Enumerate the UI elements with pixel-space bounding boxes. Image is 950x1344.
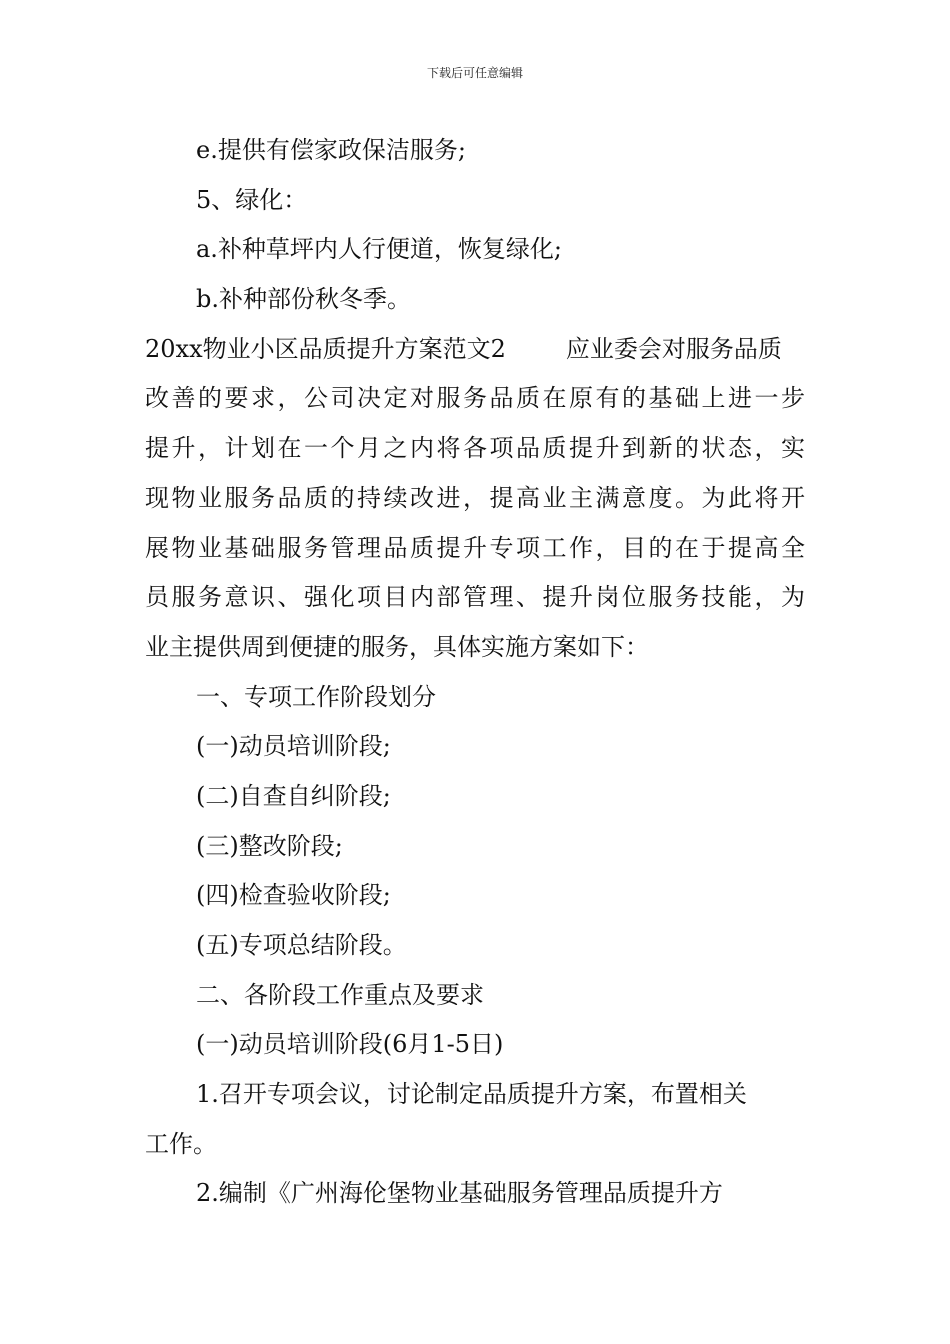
list-item: (五)专项总结阶段。 bbox=[196, 931, 407, 959]
text-line: 业主提供周到便捷的服务，具体实施方案如下： bbox=[145, 632, 649, 661]
page-header: 下载后可任意编辑 bbox=[426, 66, 523, 80]
document-body bbox=[145, 126, 805, 1219]
list-item: (三)整改阶段; bbox=[196, 831, 343, 860]
list-item: (二)自查自纠阶段; bbox=[196, 781, 391, 810]
text-line: 2.编制《广州海伦堡物业基础服务管理品质提升方 bbox=[196, 1179, 723, 1208]
text-line: 提升，计划在一个月之内将各项品质提升到新的状态，实 bbox=[145, 434, 805, 463]
section-title: 20xx物业小区品质提升方案范文2 bbox=[145, 334, 506, 363]
section-title-line bbox=[145, 325, 805, 375]
heading-line: 二、各阶段工作重点及要求 bbox=[196, 980, 484, 1009]
paragraph-start: 应业委会对服务品质 bbox=[565, 334, 782, 363]
text-line: b.补种部份秋冬季。 bbox=[196, 285, 411, 314]
text-line: 工作。 bbox=[145, 1129, 217, 1158]
text-line: 改善的要求，公司决定对服务品质在原有的基础上进一步 bbox=[145, 384, 805, 413]
text-line: 现物业服务品质的持续改进，提高业主满意度。为此将开 bbox=[145, 483, 805, 512]
text-line: e.提供有偿家政保洁服务; bbox=[196, 136, 466, 164]
heading-line: 一、专项工作阶段划分 bbox=[196, 682, 436, 711]
text-line: 1.召开专项会议，讨论制定品质提升方案，布置相关 bbox=[196, 1080, 747, 1109]
text-line: 5、绿化： bbox=[196, 185, 308, 214]
list-item: (四)检查验收阶段; bbox=[196, 881, 391, 910]
subheading-line: (一)动员培训阶段(6月1-5日) bbox=[196, 1030, 504, 1059]
text-line: 展物业基础服务管理品质提升专项工作，目的在于提高全 bbox=[145, 533, 805, 562]
text-line: 员服务意识、强化项目内部管理、提升岗位服务技能，为 bbox=[145, 583, 805, 612]
list-item: (一)动员培训阶段; bbox=[196, 732, 391, 761]
text-line: a.补种草坪内人行便道，恢复绿化; bbox=[196, 235, 563, 264]
